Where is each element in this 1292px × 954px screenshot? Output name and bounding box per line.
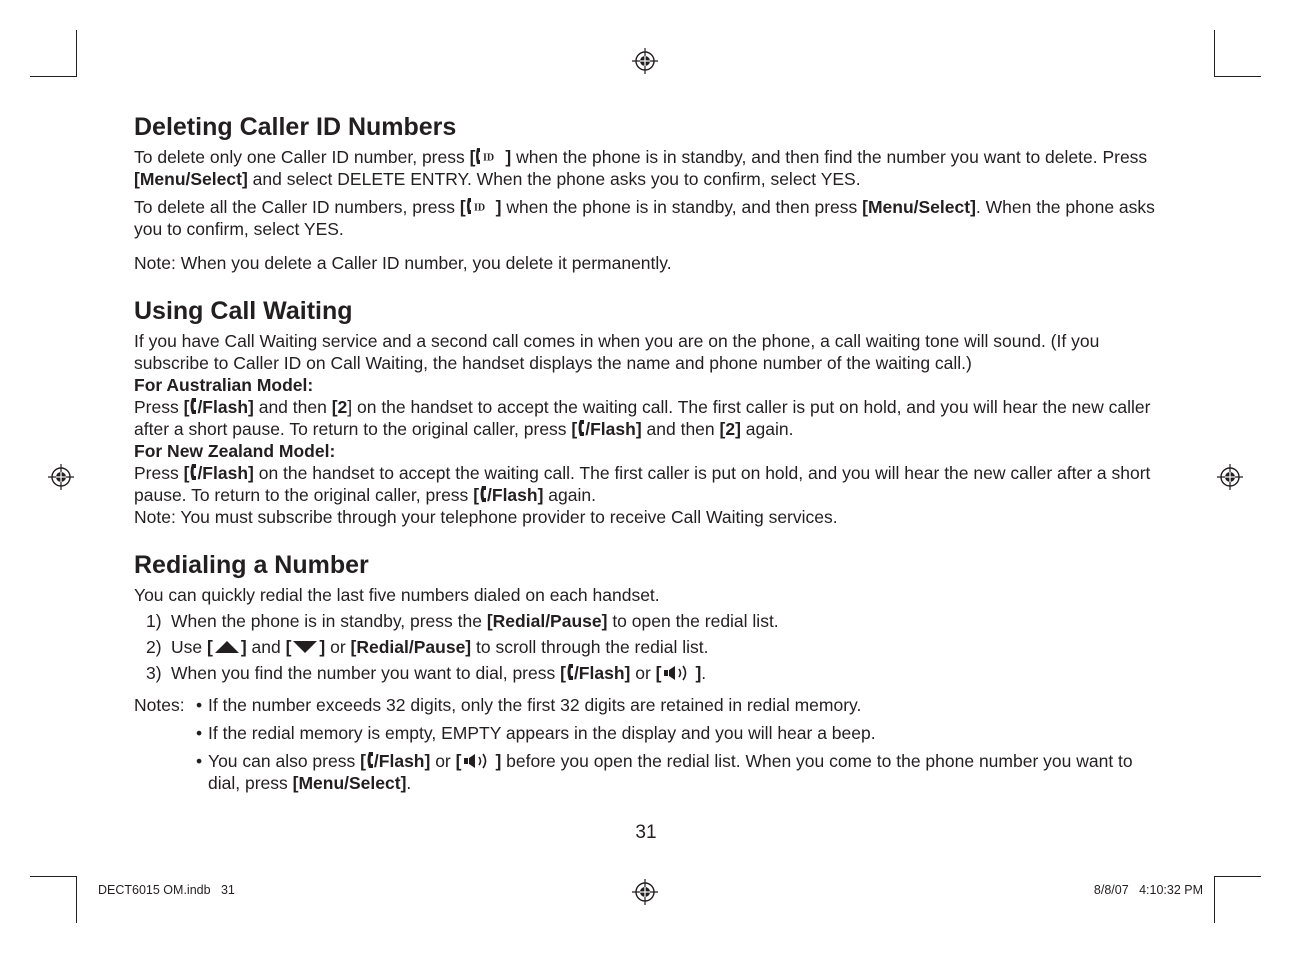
crop-mark bbox=[1214, 876, 1215, 923]
paragraph-delete-one: To delete only one Caller ID number, press [ ID ] when the phone is in standby, and then find the number you want to delete. Press [Menu/Select] and select DELETE ENTRY. When the phone asks you to confirm, select YES. bbox=[134, 147, 1148, 189]
phone-icon bbox=[479, 484, 487, 504]
crop-mark bbox=[1214, 876, 1261, 877]
paragraph-new-zealand-model: Press [ /Flash] on the handset to accept the waiting call. The first caller is put on hold, and you will hear the new caller after a short pause. To return to the original caller, press [ /Flash] again. bbox=[134, 463, 1151, 505]
up-arrow-icon bbox=[213, 638, 241, 656]
page-content bbox=[134, 112, 1164, 800]
crop-mark bbox=[30, 76, 77, 77]
heading-australian-model: For Australian Model: bbox=[134, 375, 314, 395]
crop-mark bbox=[30, 876, 77, 877]
redial-steps-list bbox=[146, 610, 1164, 684]
crop-mark bbox=[76, 30, 77, 77]
caller-id-icon bbox=[475, 146, 505, 166]
footer-timestamp: 8/8/07 4:10:32 PM bbox=[1093, 883, 1203, 897]
paragraph-australian-model: Press [ /Flash] and then [2] on the handset to accept the waiting call. The first caller is put on hold, and you will hear the new caller after a short pause. To return to the original caller, press [ /Flash] and then [2] again. bbox=[134, 397, 1151, 439]
crop-mark bbox=[1214, 76, 1261, 77]
footer-file-info: DECT6015 OM.indb 31 bbox=[98, 883, 235, 897]
list-item: 1) When the phone is in standby, press the [Redial/Pause] to open the redial list. bbox=[146, 611, 779, 631]
speaker-icon bbox=[461, 752, 495, 770]
registration-mark-icon bbox=[632, 879, 658, 905]
paragraph-redial-intro: You can quickly redial the last five numbers dialed on each handset. bbox=[134, 585, 660, 605]
registration-mark-icon bbox=[48, 464, 74, 490]
registration-mark-icon bbox=[1217, 464, 1243, 490]
section-title-deleting-caller-id: Deleting Caller ID Numbers bbox=[134, 113, 457, 141]
note-delete-permanent: Note: When you delete a Caller ID number, you delete it permanently. bbox=[134, 253, 672, 273]
page-number: 31 bbox=[635, 822, 657, 843]
list-item: Notes: • If the number exceeds 32 digits, only the first 32 digits are retained in redial memory. bbox=[134, 695, 862, 715]
down-arrow-icon bbox=[291, 638, 319, 656]
paragraph-delete-all: To delete all the Caller ID numbers, press [ ID ] when the phone is in standby, and then press [Menu/Select]. When the phone asks you to confirm, select YES. bbox=[134, 197, 1155, 239]
section-title-call-waiting: Using Call Waiting bbox=[134, 297, 353, 325]
crop-mark bbox=[1214, 30, 1215, 77]
svg-text:ID: ID bbox=[473, 202, 485, 214]
paragraph-call-waiting-intro: If you have Call Waiting service and a second call comes in when you are on the phone, a call waiting tone will sound. (If you subscribe to Caller ID on Call Waiting, the handset displays the name and phone number of the waiting call.) bbox=[134, 331, 1100, 373]
speaker-icon bbox=[661, 664, 695, 682]
redial-notes bbox=[134, 694, 1164, 794]
caller-id-icon bbox=[466, 196, 496, 216]
list-item: 2) Use [ ] and [ ] or [Redial/Pause] to scroll through the redial list. bbox=[146, 637, 709, 657]
phone-icon bbox=[366, 750, 374, 770]
list-item: • You can also press [ /Flash] or [ ] before you open the redial list. When you come to the phone number you want to dial, press [Menu/Select]. bbox=[196, 751, 1133, 793]
section-title-redialing: Redialing a Number bbox=[134, 551, 369, 579]
list-item: 3) When you find the number you want to dial, press [ /Flash] or [ ]. bbox=[146, 663, 707, 683]
crop-mark bbox=[76, 876, 77, 923]
registration-mark-icon bbox=[632, 48, 658, 74]
svg-text:ID: ID bbox=[483, 152, 495, 164]
list-item: • If the redial memory is empty, EMPTY appears in the display and you will hear a beep. bbox=[196, 723, 876, 743]
phone-icon bbox=[566, 662, 574, 682]
note-call-waiting-subscribe: Note: You must subscribe through your telephone provider to receive Call Waiting services. bbox=[134, 507, 838, 527]
heading-new-zealand-model: For New Zealand Model: bbox=[134, 441, 336, 461]
